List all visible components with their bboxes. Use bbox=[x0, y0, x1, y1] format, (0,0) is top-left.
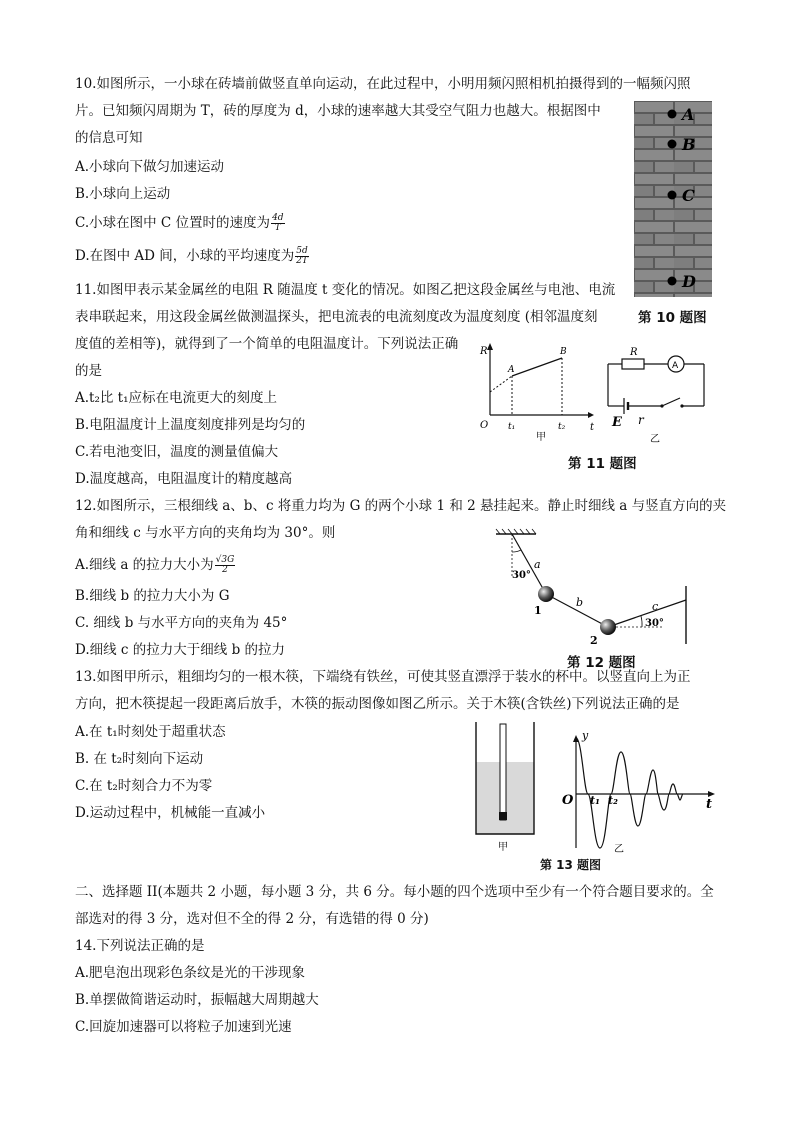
q12-option-c: C. 细线 b 与水平方向的夹角为 45° bbox=[75, 615, 288, 631]
q10-ball-b bbox=[668, 140, 677, 149]
q13-option-c: C.在 t₂时刻合力不为零 bbox=[75, 778, 213, 794]
q11-resistance-graph bbox=[478, 340, 596, 445]
q13-graph-t1: t₁ bbox=[590, 794, 600, 807]
q12-ball-1 bbox=[538, 586, 554, 602]
q13-line1: 13.如图甲所示，粗细均匀的一根木筷，下端绕有铁丝，可使其竖直漂浮于装水的杯中。以竖直向上为正 bbox=[75, 669, 691, 685]
q12-option-a-fraction bbox=[215, 556, 236, 575]
q10-label-c: C bbox=[682, 186, 695, 205]
q11-circuit-ammeter-label: A bbox=[672, 361, 679, 371]
q10-ball-c bbox=[668, 191, 677, 200]
q10-option-c-numerator: 4d bbox=[272, 213, 284, 223]
q10-brick-wall-figure bbox=[634, 101, 712, 297]
q10-option-c bbox=[75, 213, 285, 233]
q11-circuit-internal-r-label: r bbox=[638, 413, 644, 427]
q10-label-d: D bbox=[682, 272, 696, 291]
q13-figure-caption: 第 13 题图 bbox=[540, 858, 602, 872]
q10-option-d bbox=[75, 246, 309, 266]
q10-line2: 片。已知频闪周期为 T，砖的厚度为 d，小球的速率越大其受空气阻力也越大。根据图中 bbox=[75, 103, 601, 119]
q10-option-d-denominator: 2T bbox=[296, 256, 308, 266]
q10-line1: 10.如图所示，一小球在砖墙前做竖直单向运动，在此过程中，小明用频闪照相机拍摄得到的一幅频闪照 bbox=[75, 76, 691, 92]
q11-line2: 表串联起来，用这段金属丝做测温探头，把电流表的电流刻度改为温度刻度 (相邻温度刻 bbox=[75, 309, 598, 325]
q11-circuit-e-label: E bbox=[612, 415, 622, 430]
q14-option-a: A.肥皂泡出现彩色条纹是光的干涉现象 bbox=[75, 965, 306, 981]
q11-line1: 11.如图甲表示某金属丝的电阻 R 随温度 t 变化的情况。如图乙把这段金属丝与电池、电流 bbox=[75, 282, 616, 298]
q12-angle-a: 30° bbox=[512, 570, 531, 581]
q11-option-b: B.电阻温度计上温度刻度排列是均匀的 bbox=[75, 417, 306, 433]
q10-option-d-numerator: 5d bbox=[296, 246, 308, 256]
q10-option-c-denominator: T bbox=[274, 223, 281, 233]
q12-suspension-figure bbox=[490, 528, 698, 646]
section2-line2: 部选对的得 3 分，选对但不全的得 2 分，有选错的得 0 分) bbox=[75, 911, 429, 927]
q13-cup-figure bbox=[470, 716, 540, 852]
q11-graph-t1: t₁ bbox=[508, 422, 516, 432]
q12-option-a bbox=[75, 555, 235, 575]
q12-angle-c: 30° bbox=[645, 618, 664, 629]
q11-circuit-sublabel: 乙 bbox=[650, 434, 660, 445]
q10-ball-a bbox=[668, 110, 677, 119]
q13-graph-ylabel: y bbox=[582, 730, 589, 742]
q10-ball-d bbox=[668, 277, 677, 286]
q11-graph-t2: t₂ bbox=[558, 422, 566, 432]
q12-line1: 12.如图所示，三根细线 a、b、c 将重力均为 G 的两个小球 1 和 2 悬挂起来。静止时细线 a 与竖直方向的夹 bbox=[75, 498, 727, 514]
q13-oscillation-graph bbox=[558, 730, 718, 858]
q12-option-a-text: A.细线 a 的拉力大小为 bbox=[75, 557, 214, 573]
q13-option-a: A.在 t₁时刻处于超重状态 bbox=[75, 724, 226, 740]
q12-option-d: D.细线 c 的拉力大于细线 b 的拉力 bbox=[75, 642, 286, 658]
q14-stem: 14.下列说法正确的是 bbox=[75, 938, 205, 954]
q10-option-d-fraction bbox=[295, 247, 309, 266]
q13-graph-t2: t₂ bbox=[608, 794, 618, 807]
q12-label-a: a bbox=[534, 558, 541, 571]
q10-label-b: B bbox=[682, 135, 696, 154]
q13-graph-xlabel: t bbox=[706, 797, 713, 812]
q14-option-b: B.单摆做简谐运动时，振幅越大周期越大 bbox=[75, 992, 319, 1008]
section2-line1: 二、选择题 II(本题共 2 小题，每小题 3 分，共 6 分。每小题的四个选项中至少有一个符合题目要求的。全 bbox=[75, 884, 714, 900]
q11-graph-origin: O bbox=[480, 420, 489, 431]
q12-option-b: B.细线 b 的拉力大小为 G bbox=[75, 588, 230, 604]
q11-circuit-diagram bbox=[600, 344, 712, 446]
q11-option-d: D.温度越高，电阻温度计的精度越高 bbox=[75, 471, 293, 487]
q12-line2: 角和细线 c 与水平方向的夹角均为 30°。则 bbox=[75, 525, 336, 541]
q12-label-ball-1: 1 bbox=[534, 604, 542, 617]
q13-wave-curve bbox=[576, 738, 683, 848]
q10-option-c-text: C.小球在图中 C 位置时的速度为 bbox=[75, 215, 271, 231]
q11-option-a: A.t₂比 t₁应标在电流更大的刻度上 bbox=[75, 390, 278, 406]
q10-option-c-fraction bbox=[271, 214, 285, 233]
q11-graph-xlabel: t bbox=[590, 422, 595, 433]
q11-figure-caption: 第 11 题图 bbox=[568, 456, 637, 472]
q11-resistor bbox=[622, 359, 644, 369]
q10-figure-caption: 第 10 题图 bbox=[638, 310, 707, 326]
q11-graph-point-b: B bbox=[560, 347, 567, 357]
q10-option-a: A.小球向下做匀加速运动 bbox=[75, 159, 225, 175]
q12-option-a-denominator: 2 bbox=[222, 565, 228, 575]
q13-option-d: D.运动过程中，机械能一直减小 bbox=[75, 805, 266, 821]
q13-graph-origin: O bbox=[562, 793, 574, 808]
q13-graph-sublabel: 乙 bbox=[614, 844, 624, 855]
q13-cup-sublabel: 甲 bbox=[498, 842, 508, 852]
q11-circuit-r-label: R bbox=[630, 347, 638, 358]
q10-line3: 的信息可知 bbox=[75, 130, 143, 146]
q10-option-b: B.小球向上运动 bbox=[75, 186, 171, 202]
q11-line3: 度值的差相等)，就得到了一个简单的电阻温度计。下列说法正确 bbox=[75, 336, 459, 352]
q12-label-b: b bbox=[576, 596, 584, 609]
q13-line2: 方向，把木筷提起一段距离后放手，木筷的振动图像如图乙所示。关于木筷(含铁丝)下列说法正确的是 bbox=[75, 696, 680, 712]
q12-label-ball-2: 2 bbox=[590, 634, 598, 646]
q11-switch bbox=[662, 398, 680, 406]
q11-graph-sublabel: 甲 bbox=[536, 432, 546, 443]
q12-figure-caption: 第 12 题图 bbox=[567, 655, 636, 671]
q13-option-b: B. 在 t₂时刻向下运动 bbox=[75, 751, 204, 767]
q11-graph-ylabel: R bbox=[480, 346, 488, 357]
q13-chopstick bbox=[500, 724, 506, 820]
q11-line4: 的是 bbox=[75, 363, 102, 379]
q12-ball-2 bbox=[600, 619, 616, 635]
q12-option-a-numerator: √3G bbox=[215, 555, 235, 565]
q10-label-a: A bbox=[682, 105, 695, 124]
q11-option-c: C.若电池变旧，温度的测量值偏大 bbox=[75, 444, 279, 460]
q11-graph-point-a: A bbox=[508, 365, 515, 375]
q10-option-d-text: D.在图中 AD 间，小球的平均速度为 bbox=[75, 248, 295, 264]
q12-label-c: c bbox=[652, 600, 659, 613]
q14-option-c: C.回旋加速器可以将粒子加速到光速 bbox=[75, 1019, 292, 1035]
q13-iron-wire bbox=[499, 812, 507, 820]
q12-thread-a bbox=[512, 534, 546, 594]
